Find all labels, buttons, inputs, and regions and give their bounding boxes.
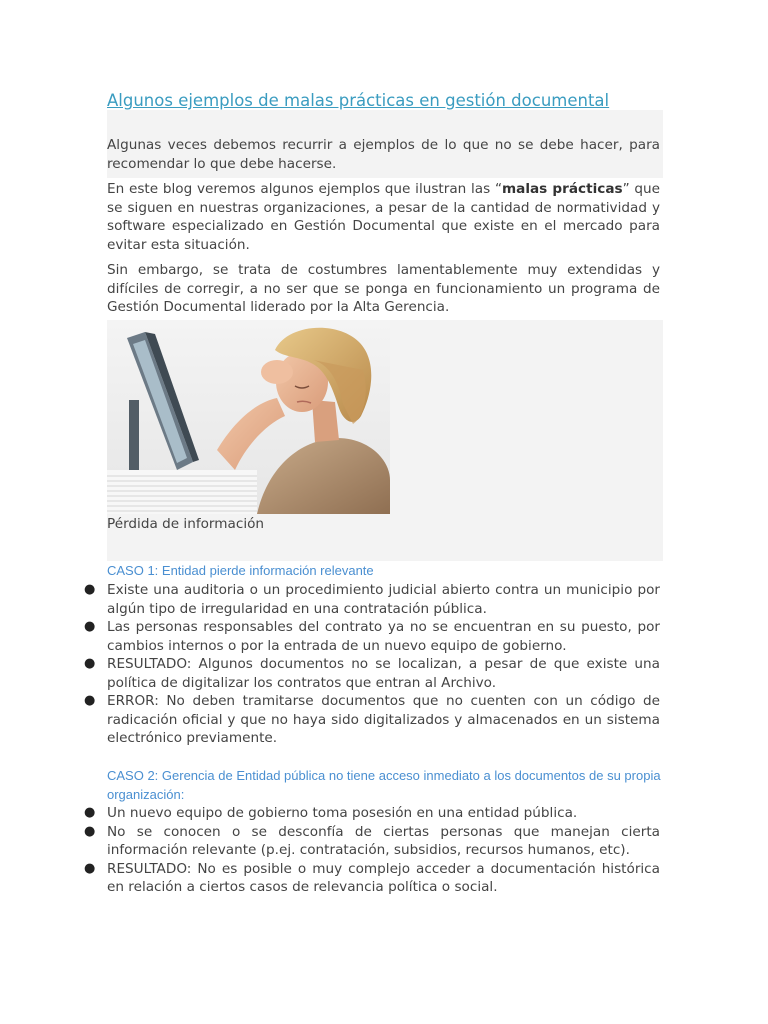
case1-title: CASO 1: Entidad pierde información relevante [107,563,374,578]
bullet-icon: ● [84,823,96,839]
bullet-icon: ● [84,619,96,634]
bullet-icon: ● [84,805,96,820]
case2-list [80,804,660,897]
stressed-woman-photo [107,320,390,514]
list-item: ● Un nuevo equipo de gobierno toma posesión en una entidad pública. [84,805,578,821]
figure-caption: Pérdida de información [107,516,265,532]
bullet-icon: ● [84,656,96,671]
list-item: ● Las personas responsables del contrato ya no se encuentran en su puesto, por cambios internos o por la entrada de un nuevo equipo de gobierno. [84,619,660,654]
intro-paragraph-1: Algunas veces debemos recurrir a ejemplos de lo que no se debe hacer, para recomendar lo que debe hacerse. [107,137,660,172]
p2-text-after: ” que se siguen en nuestras organizaciones, a pesar de la cantidad de normatividad y software especializado en Gestión Documental que existe en el mercado para evitar esta situación. [107,181,660,253]
intro-paragraph-2 [107,180,660,254]
list-item: ● RESULTADO: Algunos documentos no se localizan, a pesar de que existe una política de digitalizar los contratos que entran al Archivo. [84,656,660,691]
article-title[interactable]: Algunos ejemplos de malas prácticas en gestión documental [107,91,610,110]
figure-block [107,320,663,561]
case2-title: CASO 2: Gerencia de Entidad pública no tiene acceso inmediato a los documentos de su propia organización: [107,768,661,802]
case1-list [80,581,660,748]
list-item: ● No se conocen o se desconfía de ciertas personas que manejan cierta información relevante (p.ej. contratación, subsidios, recursos humanos, etc). [84,823,660,858]
bullet-icon: ● [84,693,96,708]
list-item: ● RESULTADO: No es posible o muy complejo acceder a documentación histórica en relación a ciertos casos de relevancia política o social. [84,860,660,895]
malas-practicas-bold: malas prácticas [502,181,623,197]
intro-paragraph-3: Sin embargo, se trata de costumbres lamentablemente muy extendidas y difíciles de corregir, a no ser que se ponga en funcionamiento un programa de Gestión Documental liderado por la Alta Gerencia. [107,262,660,315]
bullet-icon: ● [84,860,96,876]
list-item: ● Existe una auditoria o un procedimiento judicial abierto contra un municipio por algún tipo de irregularidad en una contratación pública. [84,582,660,617]
photo-illustration [107,320,390,514]
bullet-icon: ● [84,582,96,597]
list-item: ● ERROR: No deben tramitarse documentos que no cuenten con un código de radicación oficial y que no haya sido digitalizados y almacenados en un sistema electrónico previamente. [84,693,660,746]
p2-text-before: En este blog veremos algunos ejemplos que ilustran las “ [107,181,503,197]
